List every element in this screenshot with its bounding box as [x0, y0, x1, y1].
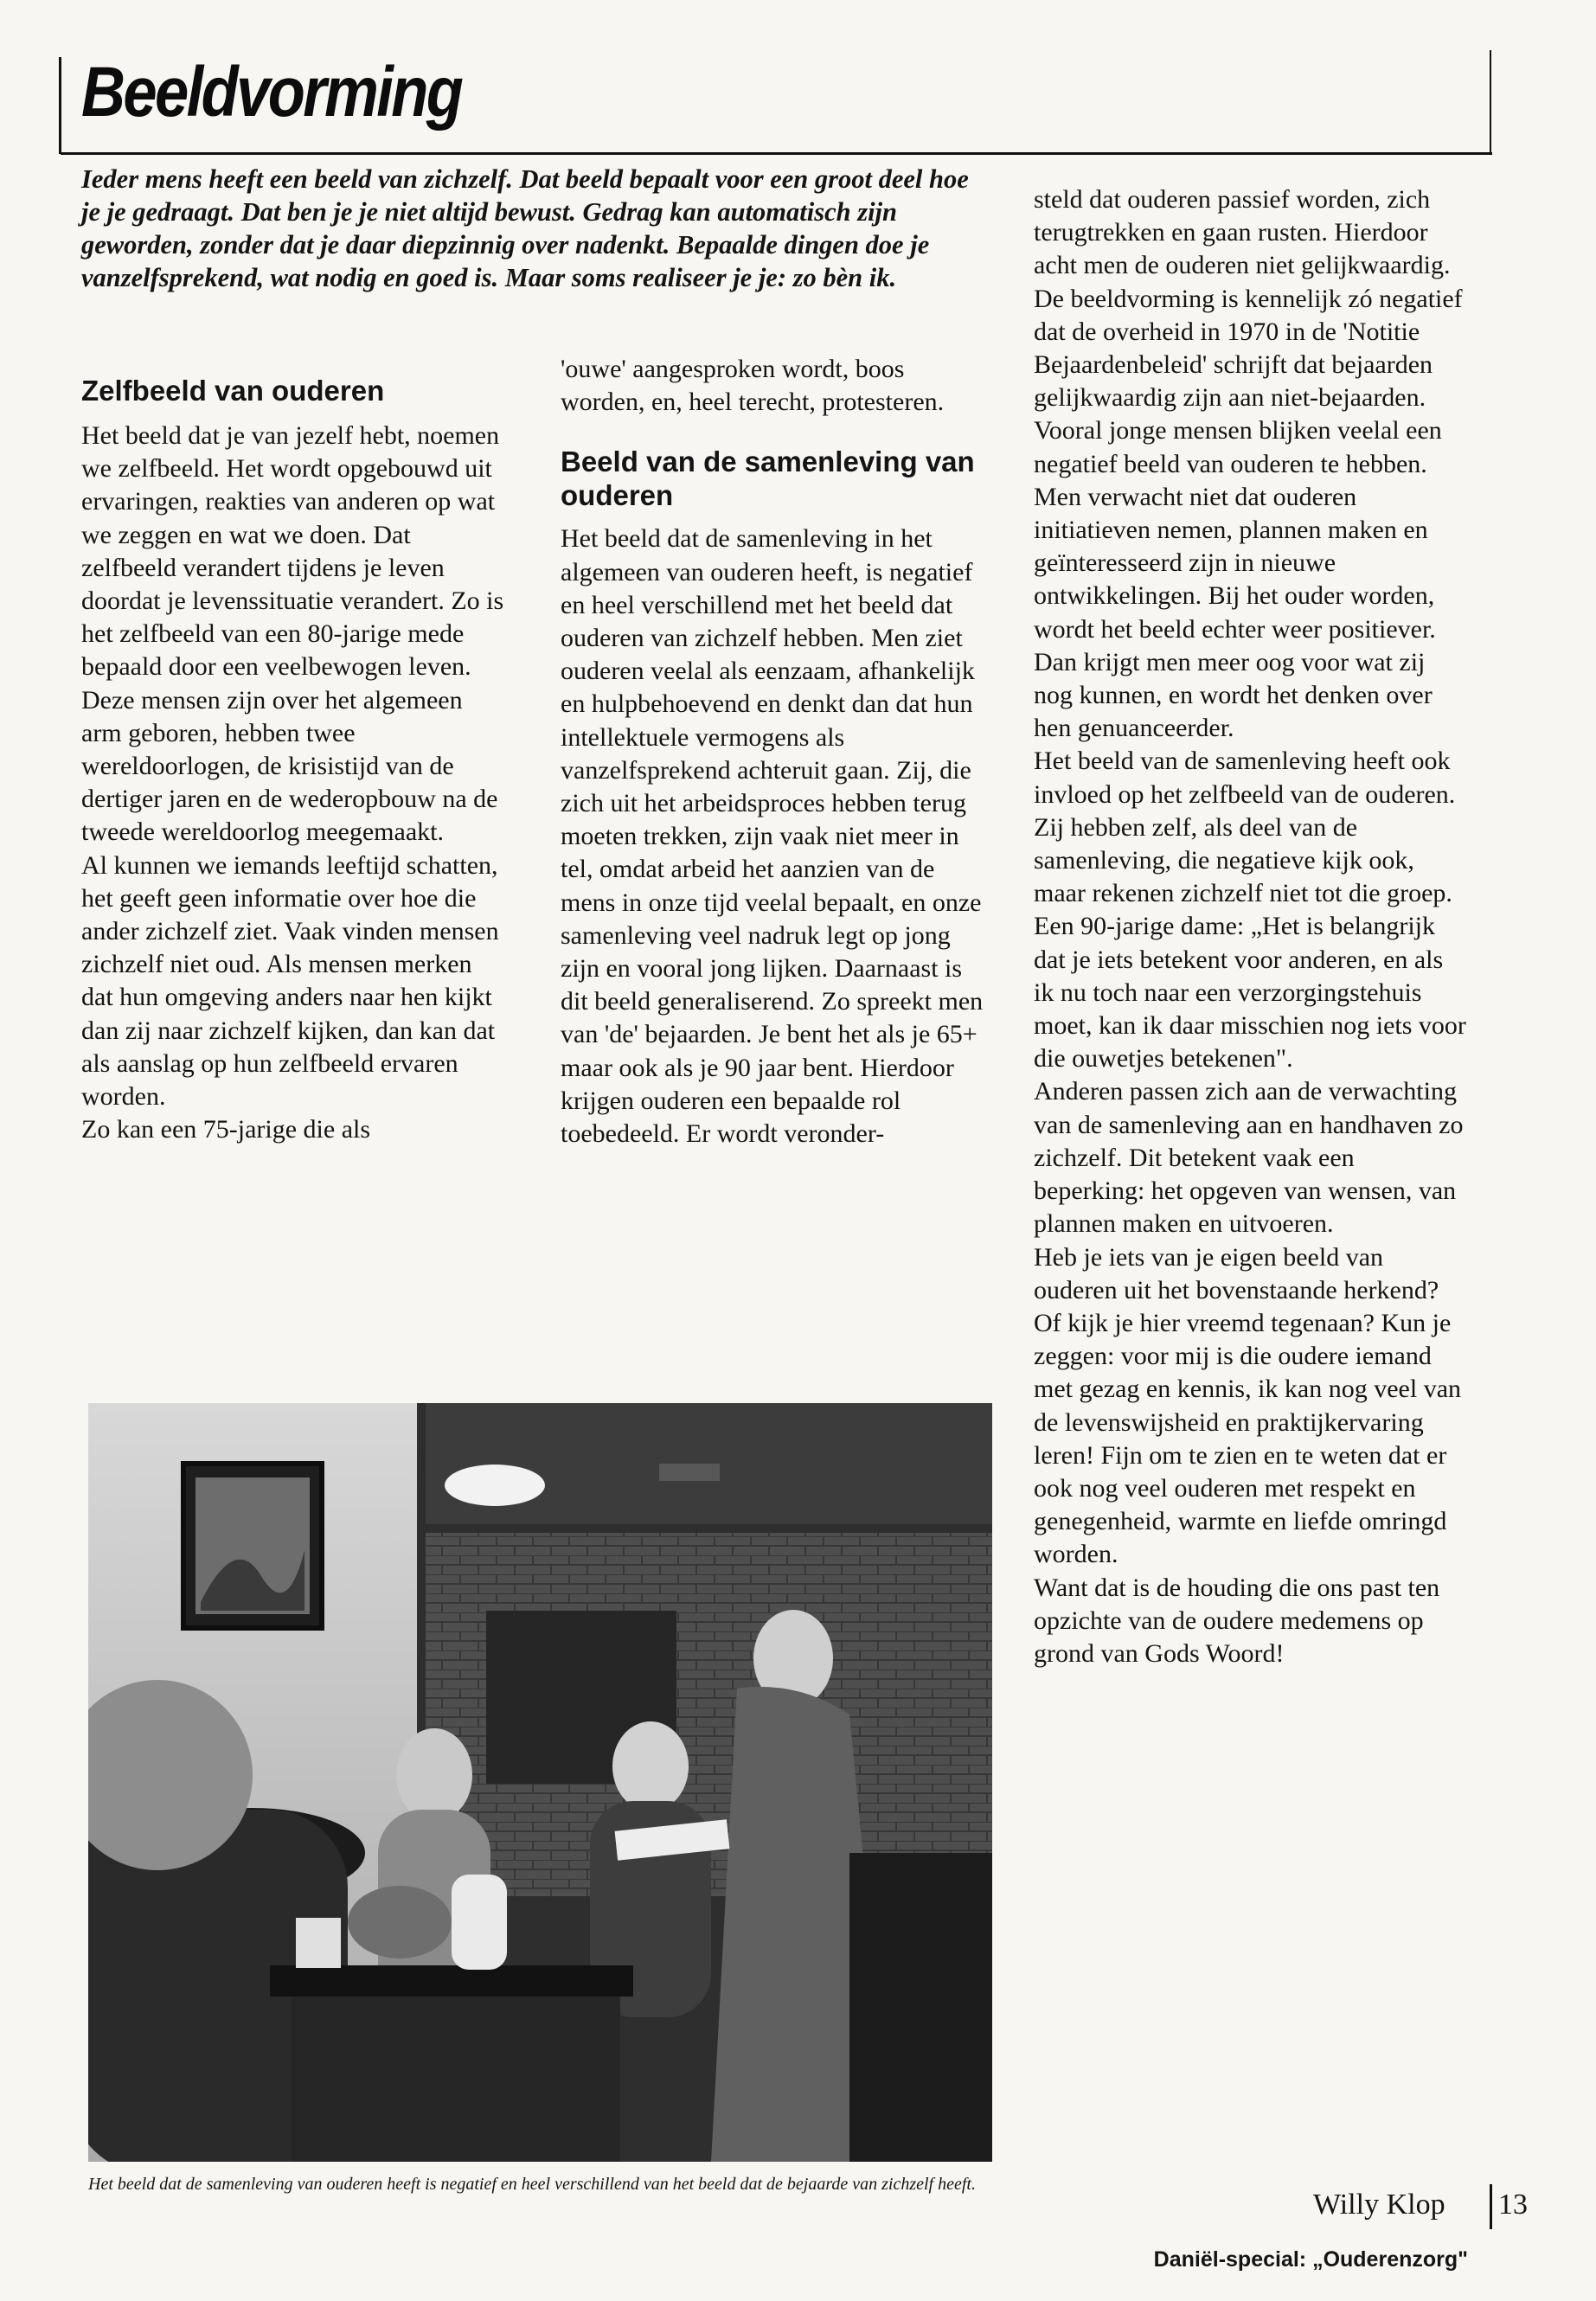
intro-text: Ieder mens heeft een beeld van zichzelf. Dat beeld bepaalt voor een groot deel hoe je je gedraagt. Dat ben je je niet altijd bewust. Gedrag kan automatisch zijn geworden, zonder dat je daar diepzinnig over nadenkt. Bepaalde dingen doe je vanzelfsprekend, wat nodig en goed is. Maar soms realiseer je je: zo bèn ik.: [81, 164, 969, 292]
photo-elderly-group: [88, 1403, 992, 2162]
column-1: [81, 374, 505, 1146]
photo-caption: Het beeld dat de samenleving van ouderen heeft is negatief en heel verschillend van het beeld dat de bejaarde van zichzelf heeft.: [88, 2175, 976, 2194]
photo-illustration: [88, 1403, 992, 2162]
author-name: Willy Klop: [1313, 2189, 1445, 2221]
title-rule: [61, 152, 1492, 155]
left-margin-rule: [59, 57, 61, 154]
paragraph: Zo kan een 75-jarige die als: [81, 1115, 371, 1144]
paragraph: Al kunnen we iemands leeftijd schatten, het geeft geen informatie over hoe die ander zichzelf ziet. Vaak vinden mensen zichzelf niet oud. Als mensen merken dat hun omgeving anders naar hen kijkt dan zij naar zichzelf kijken, dan kan dat als aanslag op hun zelfbeeld ervaren worden.: [81, 850, 499, 1112]
paragraph: Het beeld dat je van jezelf hebt, noemen we zelfbeeld. Het wordt opgebouwd uit ervaringen, reakties van anderen op wat we zeggen en wat we doen. Dat zelfbeeld verandert tijdens je leven doordat je levenssituatie verandert. Zo is het zelfbeeld van een 80-jarige mede bepaald door een veelbewogen leven. Deze mensen zijn over het algemeen arm geboren, hebben twee wereldoorlogen, de krisistijd van de dertiger jaren en de wederopbouw na de tweede wereldoorlog meegemaakt.: [81, 421, 504, 847]
paragraph: Heb je iets van je eigen beeld van ouderen uit het bovenstaande herkend? Of kijk je hier vreemd tegenaan? Kun je zeggen: voor mij is die oudere iemand met gezag en kennis, ik kan nog veel van de levenswijsheid en praktijkervaring leren! Fijn om te zien en te weten dat er ook nog veel ouderen met respekt en genegenheid, warmte en liefde omringd worden.: [1034, 1242, 1462, 1569]
column-3: [1034, 183, 1466, 1670]
paragraph: Het beeld van de samenleving heeft ook invloed op het zelfbeeld van de ouderen. Zij hebben zelf, als deel van de samenleving, die negatieve kijk ook, maar rekenen zichzelf niet tot die groep. Een 90-jarige dame: „Het is belangrijk dat je iets betekent voor anderen, en als ik nu toch naar een verzorgingstehuis moet, kan ik daar misschien nog iets voor die ouwetjes betekenen".: [1034, 747, 1466, 1074]
paragraph: Vooral jonge mensen blijken veelal een negatief beeld van ouderen te hebben. Men verwacht niet dat ouderen initiatieven nemen, plannen maken en geïnteresseerd zijn in nieuwe ontwikkelingen. Bij het ouder worden, wordt het beeld echter weer positiever. Dan krijgt men meer oog voor wat zij nog kunnen, en wordt het denken over hen genuanceerder.: [1034, 416, 1442, 743]
heading-samenleving: Beeld van de samenleving van ouderen: [561, 445, 975, 512]
right-margin-rule: [1490, 50, 1491, 154]
page-number: 13: [1498, 2189, 1528, 2221]
paragraph: 'ouwe' aangesproken wordt, boos worden, en, heel terecht, protesteren.: [561, 355, 945, 417]
paragraph: Want dat is de houding die ons past ten opzichte van de oudere medemens op grond van Gods Woord!: [1034, 1573, 1440, 1668]
heading-zelfbeeld: Zelfbeeld van ouderen: [81, 375, 385, 407]
page-title: Beeldvorming: [81, 53, 462, 131]
publication-footer: Daniël-special: „Ouderenzorg": [1153, 2247, 1468, 2272]
page-number-rule: [1490, 2184, 1492, 2229]
paragraph: steld dat ouderen passief worden, zich terugtrekken en gaan rusten. Hierdoor acht men de ouderen niet gelijkwaardig. De beeldvorming is kennelijk zó negatief dat de overheid in 1970 in de 'Notitie Bejaardenbeleid' schrijft dat bejaarden gelijkwaardig zijn aan niet-bejaarden.: [1034, 185, 1463, 413]
paragraph: Het beeld dat de samenleving in het algemeen van ouderen heeft, is negatief en heel verschillend met het beeld dat ouderen van zichzelf hebben. Men ziet ouderen veelal als eenzaam, afhankelijk en hulpbehoevend en denkt dan dat hun intellektuele vermogens als vanzelfsprekend achteruit gaan. Zij, die zich uit het arbeidsproces hebben terug moeten trekken, zijn vaak niet meer in tel, omdat arbeid het aanzien van de mens in onze tijd veelal bepaalt, en onze samenleving veel nadruk legt op jong zijn en vooral jong lijken. Daarnaast is dit beeld generaliserend. Zo spreekt men van 'de' bejaarden. Je bent het als je 65+ maar ook als je 90 jaar bent. Hierdoor krijgen ouderen een bepaalde rol toebedeeld. Er wordt veronder-: [561, 524, 984, 1149]
column-2: [561, 353, 984, 1150]
paragraph: Anderen passen zich aan de verwachting van de samenleving aan en handhaven zo zichzelf. Dit betekent vaak een beperking: het opgeven van wensen, van plannen maken en uitvoeren.: [1034, 1077, 1464, 1239]
